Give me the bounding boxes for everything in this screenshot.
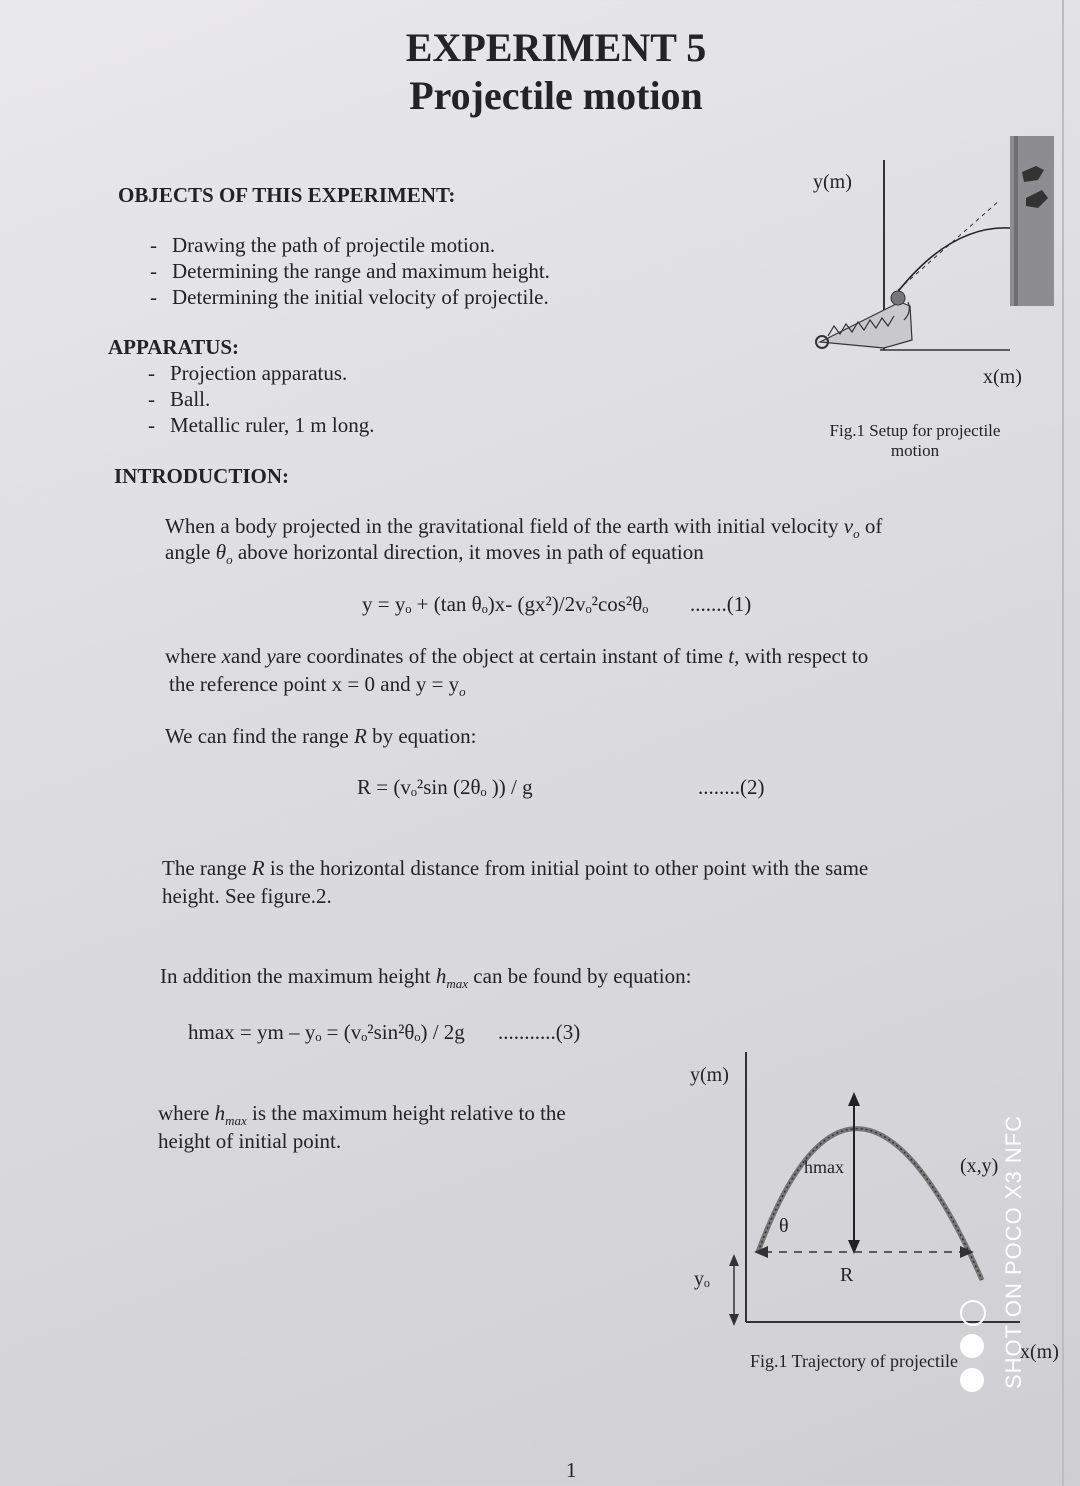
list-item: - Drawing the path of projectile motion. [150, 232, 710, 258]
trajectory-line [896, 228, 1010, 294]
page-subtitle: Projectile motion [409, 73, 703, 118]
watermark-text: SHOT ON POCO X3 NFC [1001, 1114, 1026, 1389]
fig1-caption: Fig.1 Setup for projectile motion [829, 421, 1001, 460]
trajectory-figure [690, 1040, 1030, 1340]
list-item: - Ball. [148, 386, 548, 412]
launcher-body [820, 302, 912, 348]
intro-paragraph-6: where $h_{max}$ is the maximum height relative to the [158, 1101, 566, 1129]
trajectory-curve [758, 1129, 982, 1280]
intro-paragraph-2b: the reference point x = 0 and $y = y_o$ [169, 672, 466, 700]
intro-paragraph-5: In addition the maximum height $h_{max}$ can be found by equation: [160, 964, 692, 992]
intro-paragraph-4b: height. See figure.2. [162, 884, 332, 908]
fig2-range-label: R [840, 1264, 854, 1286]
intro-paragraph-3: We can find the range R by equation: [165, 724, 477, 748]
fig2-y-label: y(m) [690, 1064, 729, 1086]
arrow-up-icon [848, 1092, 860, 1106]
objects-heading: OBJECTS OF THIS EXPERIMENT: [118, 183, 456, 207]
fig2-theta-label: θ [779, 1215, 789, 1237]
page-number: 1 [566, 1458, 577, 1482]
list-item: - Determining the initial velocity of projectile. [150, 284, 710, 310]
page-edge [1062, 0, 1064, 1486]
list-item: - Projection apparatus. [148, 360, 548, 386]
objects-list [150, 232, 710, 310]
apparatus-heading: APPARATUS: [108, 335, 240, 359]
intro-paragraph-6b: height of initial point. [158, 1129, 342, 1153]
apparatus-list [148, 360, 548, 438]
equation-1-number: .......(1) [690, 592, 752, 616]
equation-2: R = (vₒ²sin (2θₒ )) / g [357, 775, 533, 799]
equation-3-number: ...........(3) [498, 1020, 581, 1044]
equation-1: y = yₒ + (tan θₒ)x- (gx²)/2vₒ²cos²θₒ [362, 592, 649, 616]
fig1-y-label: y(m) [813, 171, 852, 193]
fig2-x-label: x(m) [1020, 1341, 1059, 1363]
fig2-xy-label: (x,y) [960, 1155, 999, 1177]
intro-paragraph-1b: angle $\theta_o$ above horizontal direction, it moves in path of equation [165, 540, 704, 568]
watermark-dots [958, 1296, 984, 1396]
list-item: - Metallic ruler, 1 m long. [148, 412, 548, 438]
list-item: - Determining the range and maximum height. [150, 258, 710, 284]
fig2-caption: Fig.1 Trajectory of projectile [750, 1351, 958, 1371]
intro-paragraph-2: where xand yare coordinates of the object at certain instant of time t, with respect to [165, 644, 869, 668]
intro-paragraph-4: The range R is the horizontal distance from initial point to other point with the same [162, 856, 869, 880]
equation-2-number: ........(2) [698, 775, 765, 799]
projectile-setup-figure [800, 130, 1060, 370]
ball-icon [891, 291, 905, 305]
introduction-heading: INTRODUCTION: [114, 464, 290, 488]
page-title: EXPERIMENT 5 [405, 25, 707, 70]
fig2-y0-label: yₒ [694, 1268, 710, 1290]
fig2-hmax-label: hmax [804, 1157, 844, 1177]
intro-paragraph-1: When a body projected in the gravitational field of the earth with initial velocity $v_o$ of [165, 514, 883, 542]
fig1-x-label: x(m) [983, 366, 1022, 388]
equation-3: hmax = ym – yₒ = (vₒ²sin²θₒ) / 2g [188, 1020, 465, 1044]
